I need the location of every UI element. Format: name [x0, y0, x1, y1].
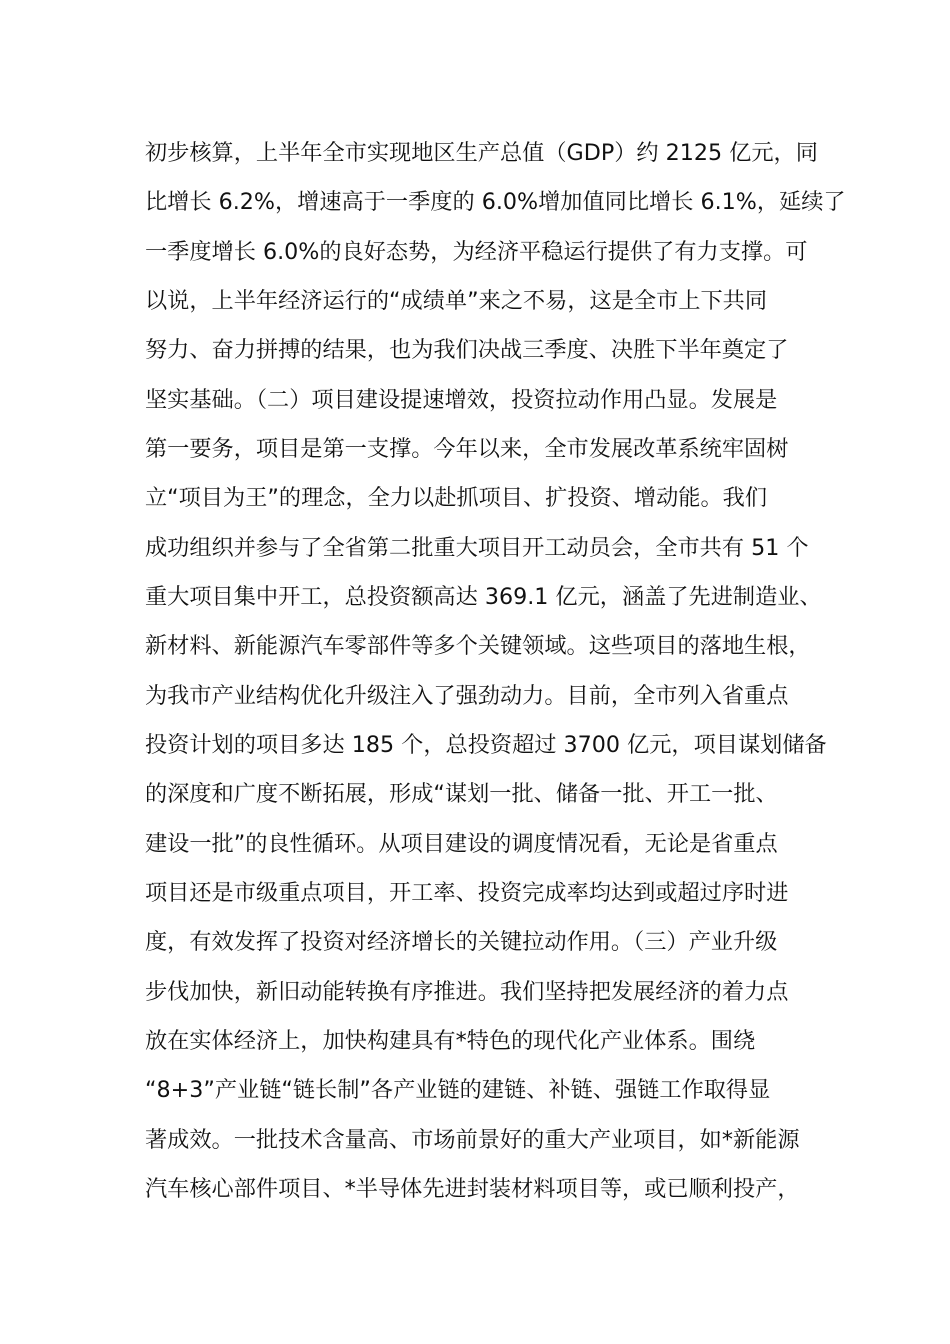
text-line: 一季度增长 6.0%的良好态势，为经济平稳运行提供了有力支撑。可 — [145, 238, 808, 265]
text-line: 著成效。一批技术含量高、市场前景好的重大产业项目，如*新能源 — [145, 1126, 800, 1153]
text-line: 放在实体经济上，加快构建具有*特色的现代化产业体系。围绕 — [145, 1027, 756, 1054]
text-line: 的深度和广度不断拓展，形成“谋划一批、储备一批、开工一批、 — [145, 781, 778, 808]
text-line: 立“项目为王”的理念，全力以赴抓项目、扩投资、增动能。我们 — [145, 485, 768, 512]
text-line: 成功组织并参与了全省第二批重大项目开工动员会，全市共有 51 个 — [145, 534, 809, 561]
text-line: 以说，上半年经济运行的“成绩单”来之不易，这是全市上下共同 — [145, 287, 768, 314]
text-line: 新材料、新能源汽车零部件等多个关键领域。这些项目的落地生根， — [145, 633, 811, 660]
body-text — [145, 129, 846, 1214]
text-line: 投资计划的项目多达 185 个，总投资超过 3700 亿元，项目谋划储备 — [145, 731, 827, 758]
text-line: 比增长 6.2%，增速高于一季度的 6.0%增加值同比增长 6.1%，延续了 — [145, 189, 846, 216]
text-line: “8+3”产业链“链长制”各产业链的建链、补链、强链工作取得显 — [145, 1077, 771, 1104]
text-line: 坚实基础。（二）项目建设提速增效，投资拉动作用凸显。发展是 — [145, 386, 778, 413]
text-line: 努力、奋力拼搏的结果，也为我们决战三季度、决胜下半年奠定了 — [145, 337, 789, 364]
text-line: 初步核算，上半年全市实现地区生产总值（GDP）约 2125 亿元，同 — [145, 140, 818, 166]
text-line: 建设一批”的良性循环。从项目建设的调度情况看，无论是省重点 — [145, 830, 778, 857]
text-line: 为我市产业结构优化升级注入了强劲动力。目前，全市列入省重点 — [145, 682, 789, 709]
text-line: 度，有效发挥了投资对经济增长的关键拉动作用。（三）产业升级 — [145, 929, 778, 956]
text-line: 第一要务，项目是第一支撑。今年以来，全市发展改革系统牢固树 — [145, 435, 789, 462]
text-line: 步伐加快，新旧动能转换有序推进。我们坚持把发展经济的着力点 — [145, 978, 789, 1005]
text-line: 汽车核心部件项目、*半导体先进封装材料项目等，或已顺利投产， — [145, 1175, 800, 1202]
text-line: 项目还是市级重点项目，开工率、投资完成率均达到或超过序时进 — [145, 879, 789, 906]
text-line: 重大项目集中开工，总投资额高达 369.1 亿元，涵盖了先进制造业、 — [145, 583, 822, 610]
